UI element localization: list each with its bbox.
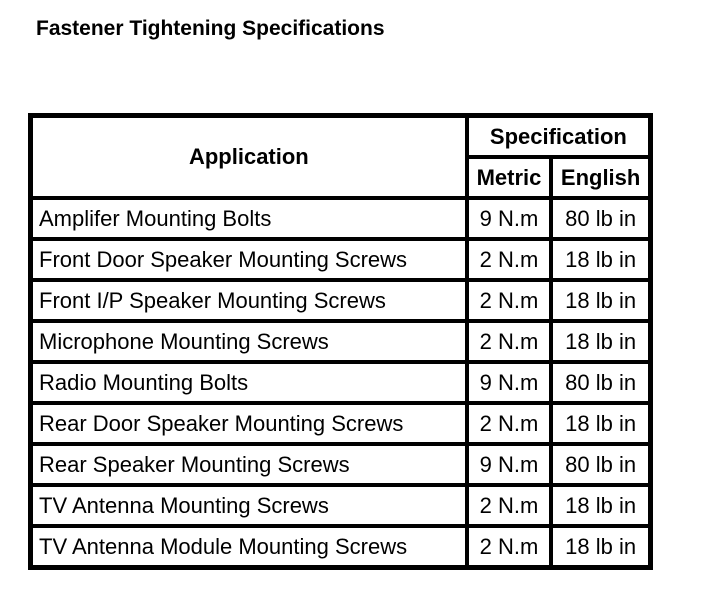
cell-application: Rear Door Speaker Mounting Screws xyxy=(31,403,467,444)
cell-metric: 9 N.m xyxy=(467,362,552,403)
table-row xyxy=(31,362,650,403)
table-row xyxy=(31,198,650,239)
cell-metric: 9 N.m xyxy=(467,198,552,239)
table-row xyxy=(31,485,650,526)
header-metric: Metric xyxy=(467,157,552,198)
cell-application: TV Antenna Mounting Screws xyxy=(31,485,467,526)
header-specification: Specification xyxy=(467,116,650,157)
cell-metric: 2 N.m xyxy=(467,321,552,362)
cell-metric: 2 N.m xyxy=(467,403,552,444)
cell-english: 80 lb in xyxy=(551,444,650,485)
cell-application: Amplifer Mounting Bolts xyxy=(31,198,467,239)
header-english: English xyxy=(551,157,650,198)
cell-english: 18 lb in xyxy=(551,280,650,321)
cell-english: 18 lb in xyxy=(551,321,650,362)
cell-english: 18 lb in xyxy=(551,239,650,280)
cell-application: Rear Speaker Mounting Screws xyxy=(31,444,467,485)
fastener-spec-table xyxy=(28,113,653,570)
cell-metric: 2 N.m xyxy=(467,526,552,567)
cell-english: 18 lb in xyxy=(551,485,650,526)
cell-application: Front Door Speaker Mounting Screws xyxy=(31,239,467,280)
table-header-row xyxy=(31,116,650,157)
table-row xyxy=(31,239,650,280)
page-title: Fastener Tightening Specifications xyxy=(36,17,385,40)
cell-english: 80 lb in xyxy=(551,362,650,403)
cell-application: Microphone Mounting Screws xyxy=(31,321,467,362)
cell-english: 18 lb in xyxy=(551,403,650,444)
cell-application: TV Antenna Module Mounting Screws xyxy=(31,526,467,567)
cell-metric: 9 N.m xyxy=(467,444,552,485)
table-row xyxy=(31,321,650,362)
table-row xyxy=(31,403,650,444)
cell-metric: 2 N.m xyxy=(467,239,552,280)
cell-english: 18 lb in xyxy=(551,526,650,567)
table-row xyxy=(31,526,650,567)
cell-metric: 2 N.m xyxy=(467,280,552,321)
header-application: Application xyxy=(31,116,467,198)
cell-application: Radio Mounting Bolts xyxy=(31,362,467,403)
cell-metric: 2 N.m xyxy=(467,485,552,526)
table-row xyxy=(31,444,650,485)
cell-application: Front I/P Speaker Mounting Screws xyxy=(31,280,467,321)
table-row xyxy=(31,280,650,321)
cell-english: 80 lb in xyxy=(551,198,650,239)
